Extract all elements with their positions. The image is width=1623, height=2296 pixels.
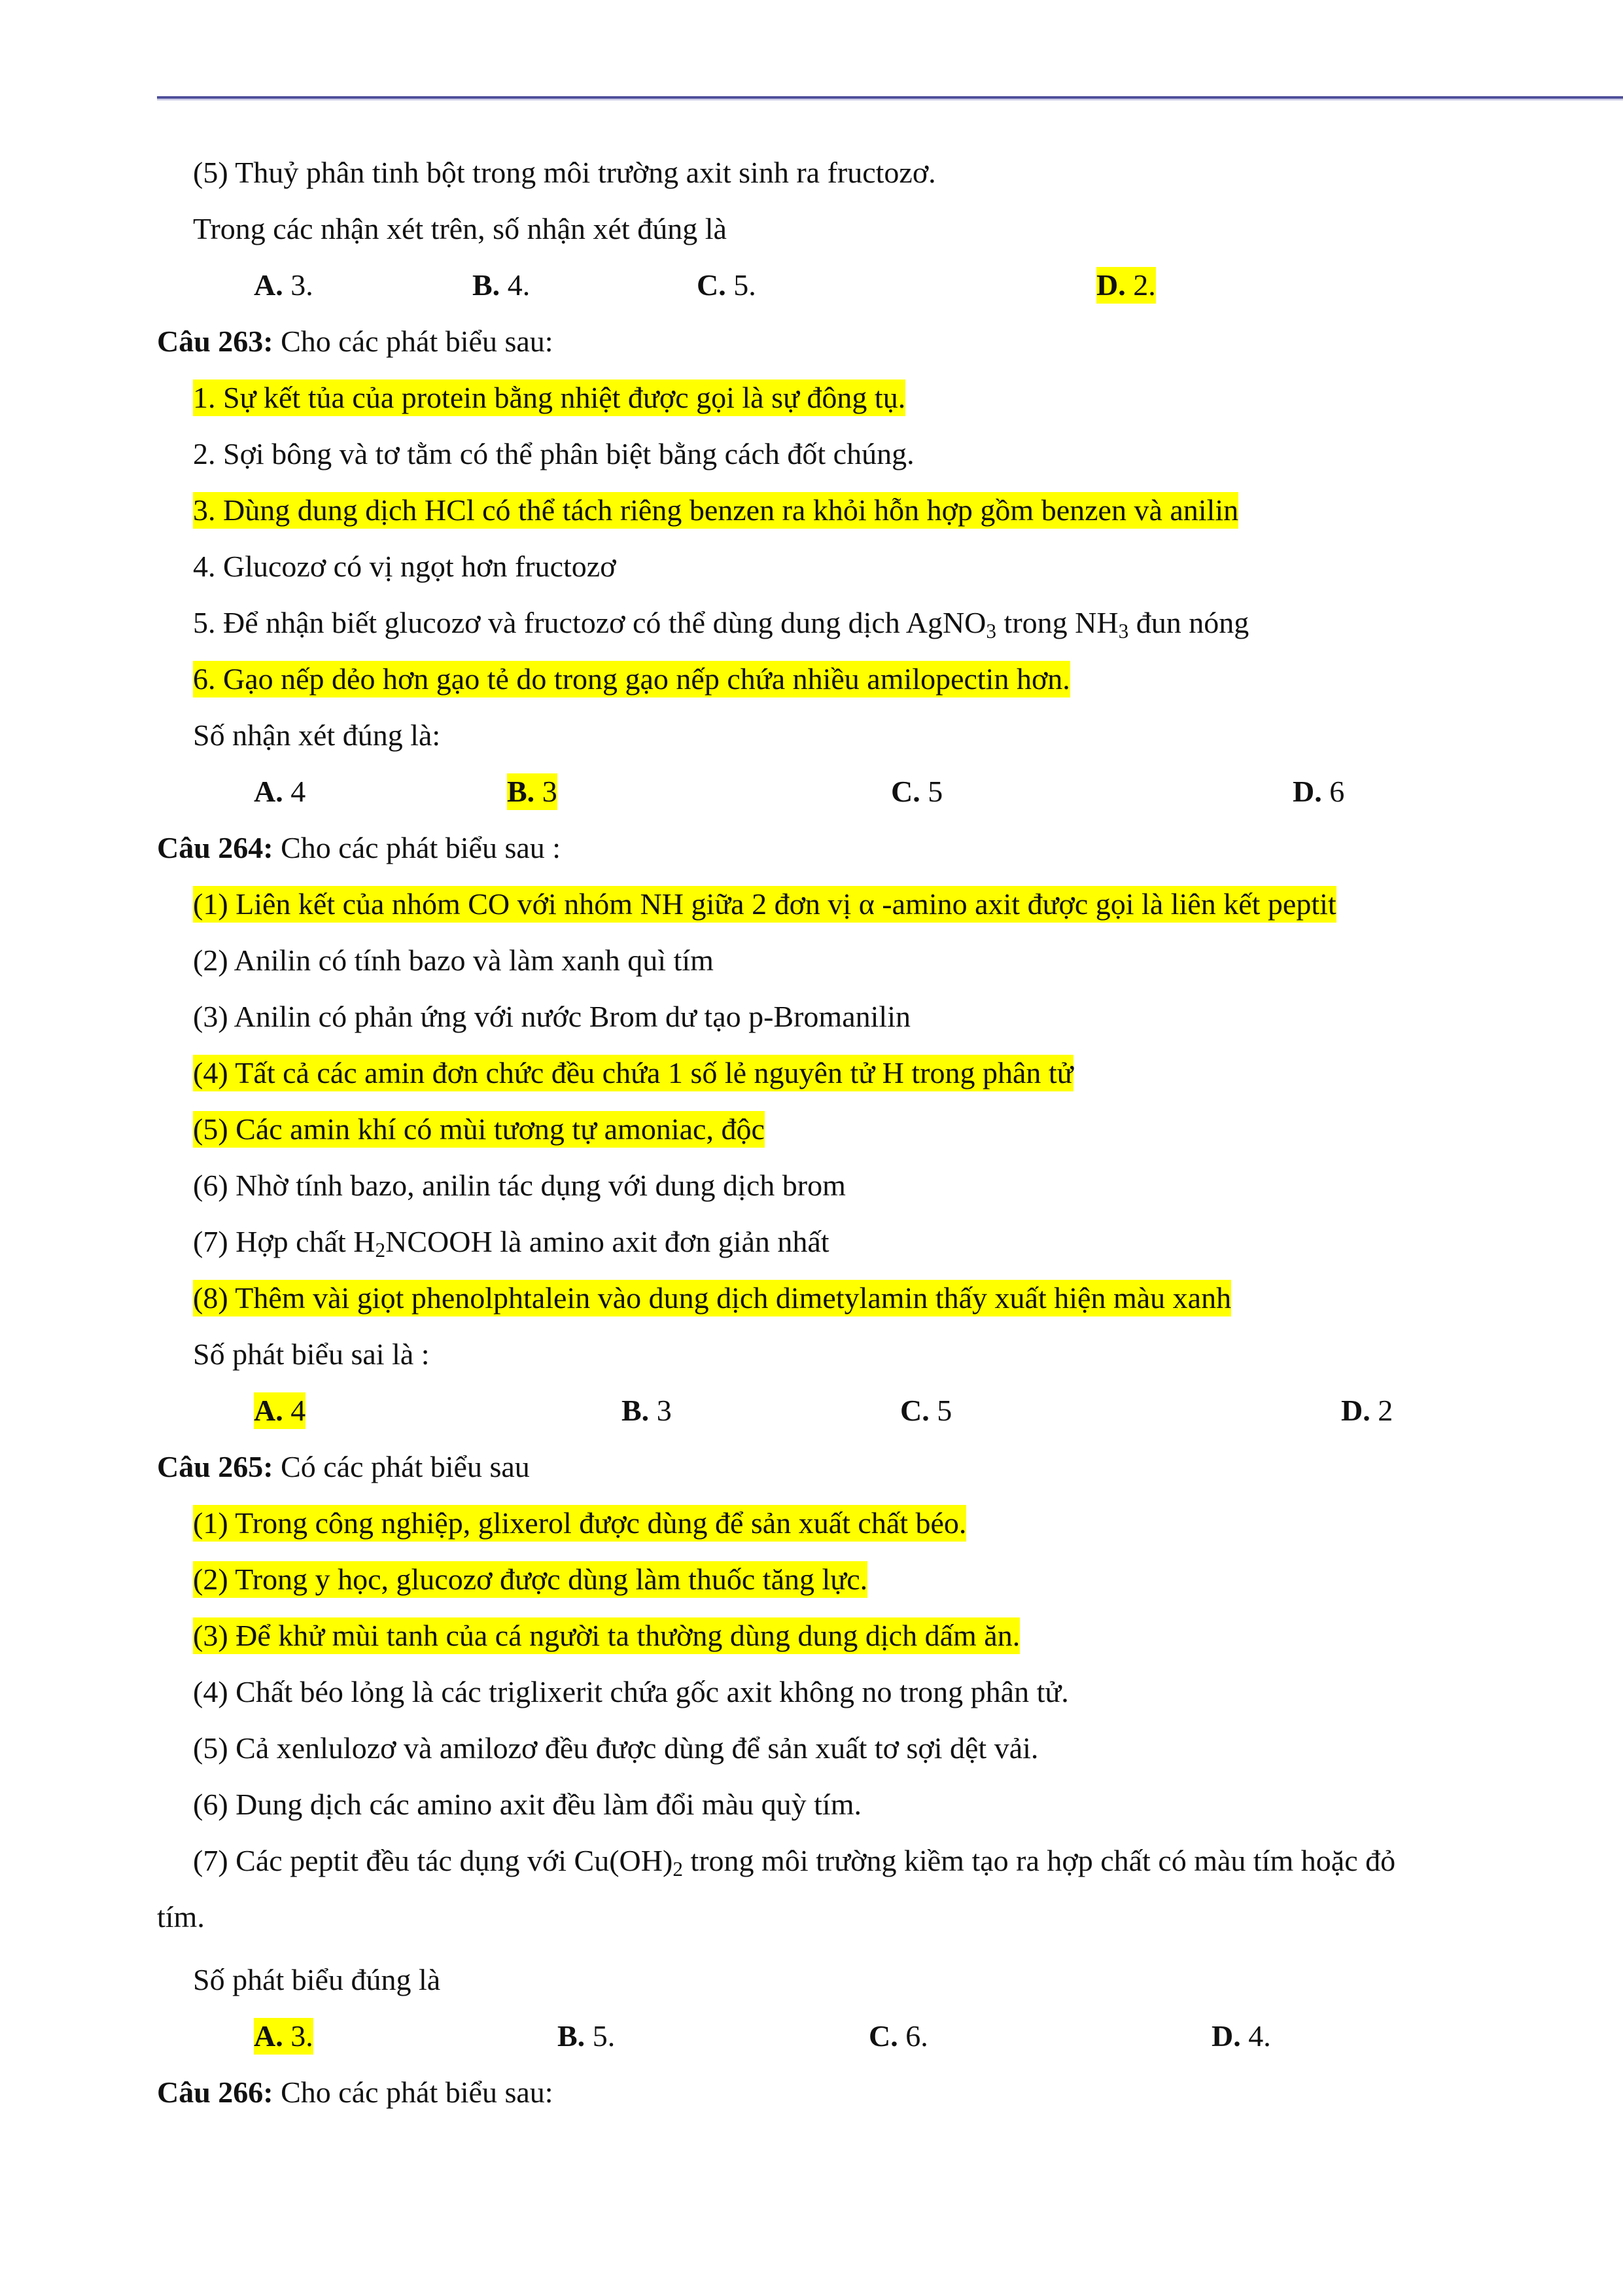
q263-stem: Số nhận xét đúng là: — [193, 718, 441, 752]
header-rule — [157, 96, 1623, 99]
q263-option-b: B. 3 — [507, 773, 557, 810]
q264-item-7: (7) Hợp chất $H_2NCOOH$ là amino axit đơn giản nhất — [193, 1225, 829, 1262]
q265-item-7-cont: tím. — [157, 1900, 205, 1934]
q263-option-a: A. 4 — [254, 775, 306, 808]
pre-stem: Trong các nhận xét trên, số nhận xét đúng là — [193, 212, 727, 245]
q265-option-d: D. 4. — [1212, 2019, 1271, 2053]
q264-option-d: D. 2 — [1341, 1394, 1393, 1427]
q265-option-c: C. 6. — [869, 2019, 928, 2053]
q263-option-c: C. 5 — [891, 775, 943, 808]
q264-item-4: (4) Tất cả các amin đơn chức đều chứa 1 số lẻ nguyên tử H trong phân tử — [193, 1055, 1073, 1091]
q264-option-c: C. 5 — [900, 1394, 952, 1427]
q264-option-a: A. 4 — [254, 1392, 305, 1429]
q264-item-3: (3) Anilin có phản ứng với nước Brom dư tạo p-Bromanilin — [193, 1000, 911, 1033]
q265-item-5: (5) Cả xenlulozơ và amilozơ đều được dùng để sản xuất tơ sợi dệt vải. — [193, 1731, 1039, 1765]
q264-item-5: (5) Các amin khí có mùi tương tự amoniac, độc — [193, 1111, 765, 1148]
q264-item-8: (8) Thêm vài giọt phenolphtalein vào dung dịch dimetylamin thấy xuất hiện màu xanh — [193, 1280, 1231, 1316]
q265-item-4: (4) Chất béo lỏng là các triglixerit chứa gốc axit không no trong phân tử. — [193, 1675, 1069, 1708]
q265-item-3: (3) Để khử mùi tanh của cá người ta thường dùng dung dịch dấm ăn. — [193, 1617, 1020, 1654]
pre-option-a: A. 3. — [254, 268, 313, 302]
q264-stem: Số phát biểu sai là : — [193, 1337, 430, 1371]
q265-stem: Số phát biểu đúng là — [193, 1963, 441, 1996]
question-264-heading: Câu 264: Cho các phát biểu sau : — [157, 831, 561, 864]
q263-item-4: 4. Glucozơ có vị ngọt hơn fructozơ — [193, 550, 616, 583]
q265-item-6: (6) Dung dịch các amino axit đều làm đổi màu quỳ tím. — [193, 1788, 862, 1821]
question-263-heading: Câu 263: Cho các phát biểu sau: — [157, 325, 553, 358]
q263-item-1: 1. Sự kết tủa của protein bằng nhiệt được gọi là sự đông tụ. — [193, 380, 905, 416]
q263-option-d: D. 6 — [1293, 775, 1345, 808]
header-rule-shadow — [157, 99, 1623, 100]
q263-item-5: 5. Để nhận biết glucozơ và fructozơ có thể dùng dung dịch AgNO$_3$ trong $NH_3$ đun nóng — [193, 606, 1249, 643]
q265-option-a: A. 3. — [254, 2018, 313, 2055]
q265-item-7: (7) Các peptit đều tác dụng với $Cu(OH)_2$ trong môi trường kiềm tạo ra hợp chất có màu tím hoặc đỏ — [193, 1844, 1396, 1881]
q264-option-b: B. 3 — [621, 1394, 672, 1427]
pre-option-b: B. 4. — [472, 268, 531, 302]
pre-item-5: (5) Thuỷ phân tinh bột trong môi trường axit sinh ra fructozơ. — [193, 156, 936, 189]
q263-item-6: 6. Gạo nếp dẻo hơn gạo tẻ do trong gạo nếp chứa nhiều amilopectin hơn. — [193, 661, 1070, 698]
q265-item-1: (1) Trong công nghiệp, glixerol được dùng để sản xuất chất béo. — [193, 1505, 966, 1542]
pre-option-c: C. 5. — [697, 268, 756, 302]
q265-option-b: B. 5. — [557, 2019, 616, 2053]
q265-item-2: (2) Trong y học, glucozơ được dùng làm thuốc tăng lực. — [193, 1561, 867, 1598]
question-265-heading: Câu 265: Có các phát biểu sau — [157, 1450, 530, 1483]
pre-option-d: D. 2. — [1096, 267, 1156, 304]
question-266-heading: Câu 266: Cho các phát biểu sau: — [157, 2075, 553, 2109]
q263-item-3: 3. Dùng dung dịch HCl có thể tách riêng benzen ra khỏi hỗn hợp gồm benzen và anilin — [193, 492, 1238, 529]
q264-item-2: (2) Anilin có tính bazo và làm xanh quì tím — [193, 944, 714, 977]
q264-item-6: (6) Nhờ tính bazo, anilin tác dụng với dung dịch brom — [193, 1169, 846, 1202]
q263-item-2: 2. Sợi bông và tơ tằm có thể phân biệt bằng cách đốt chúng. — [193, 437, 915, 470]
q264-item-1: (1) Liên kết của nhóm CO với nhóm NH giữa 2 đơn vị α -amino axit được gọi là liên kết peptit — [193, 886, 1336, 923]
